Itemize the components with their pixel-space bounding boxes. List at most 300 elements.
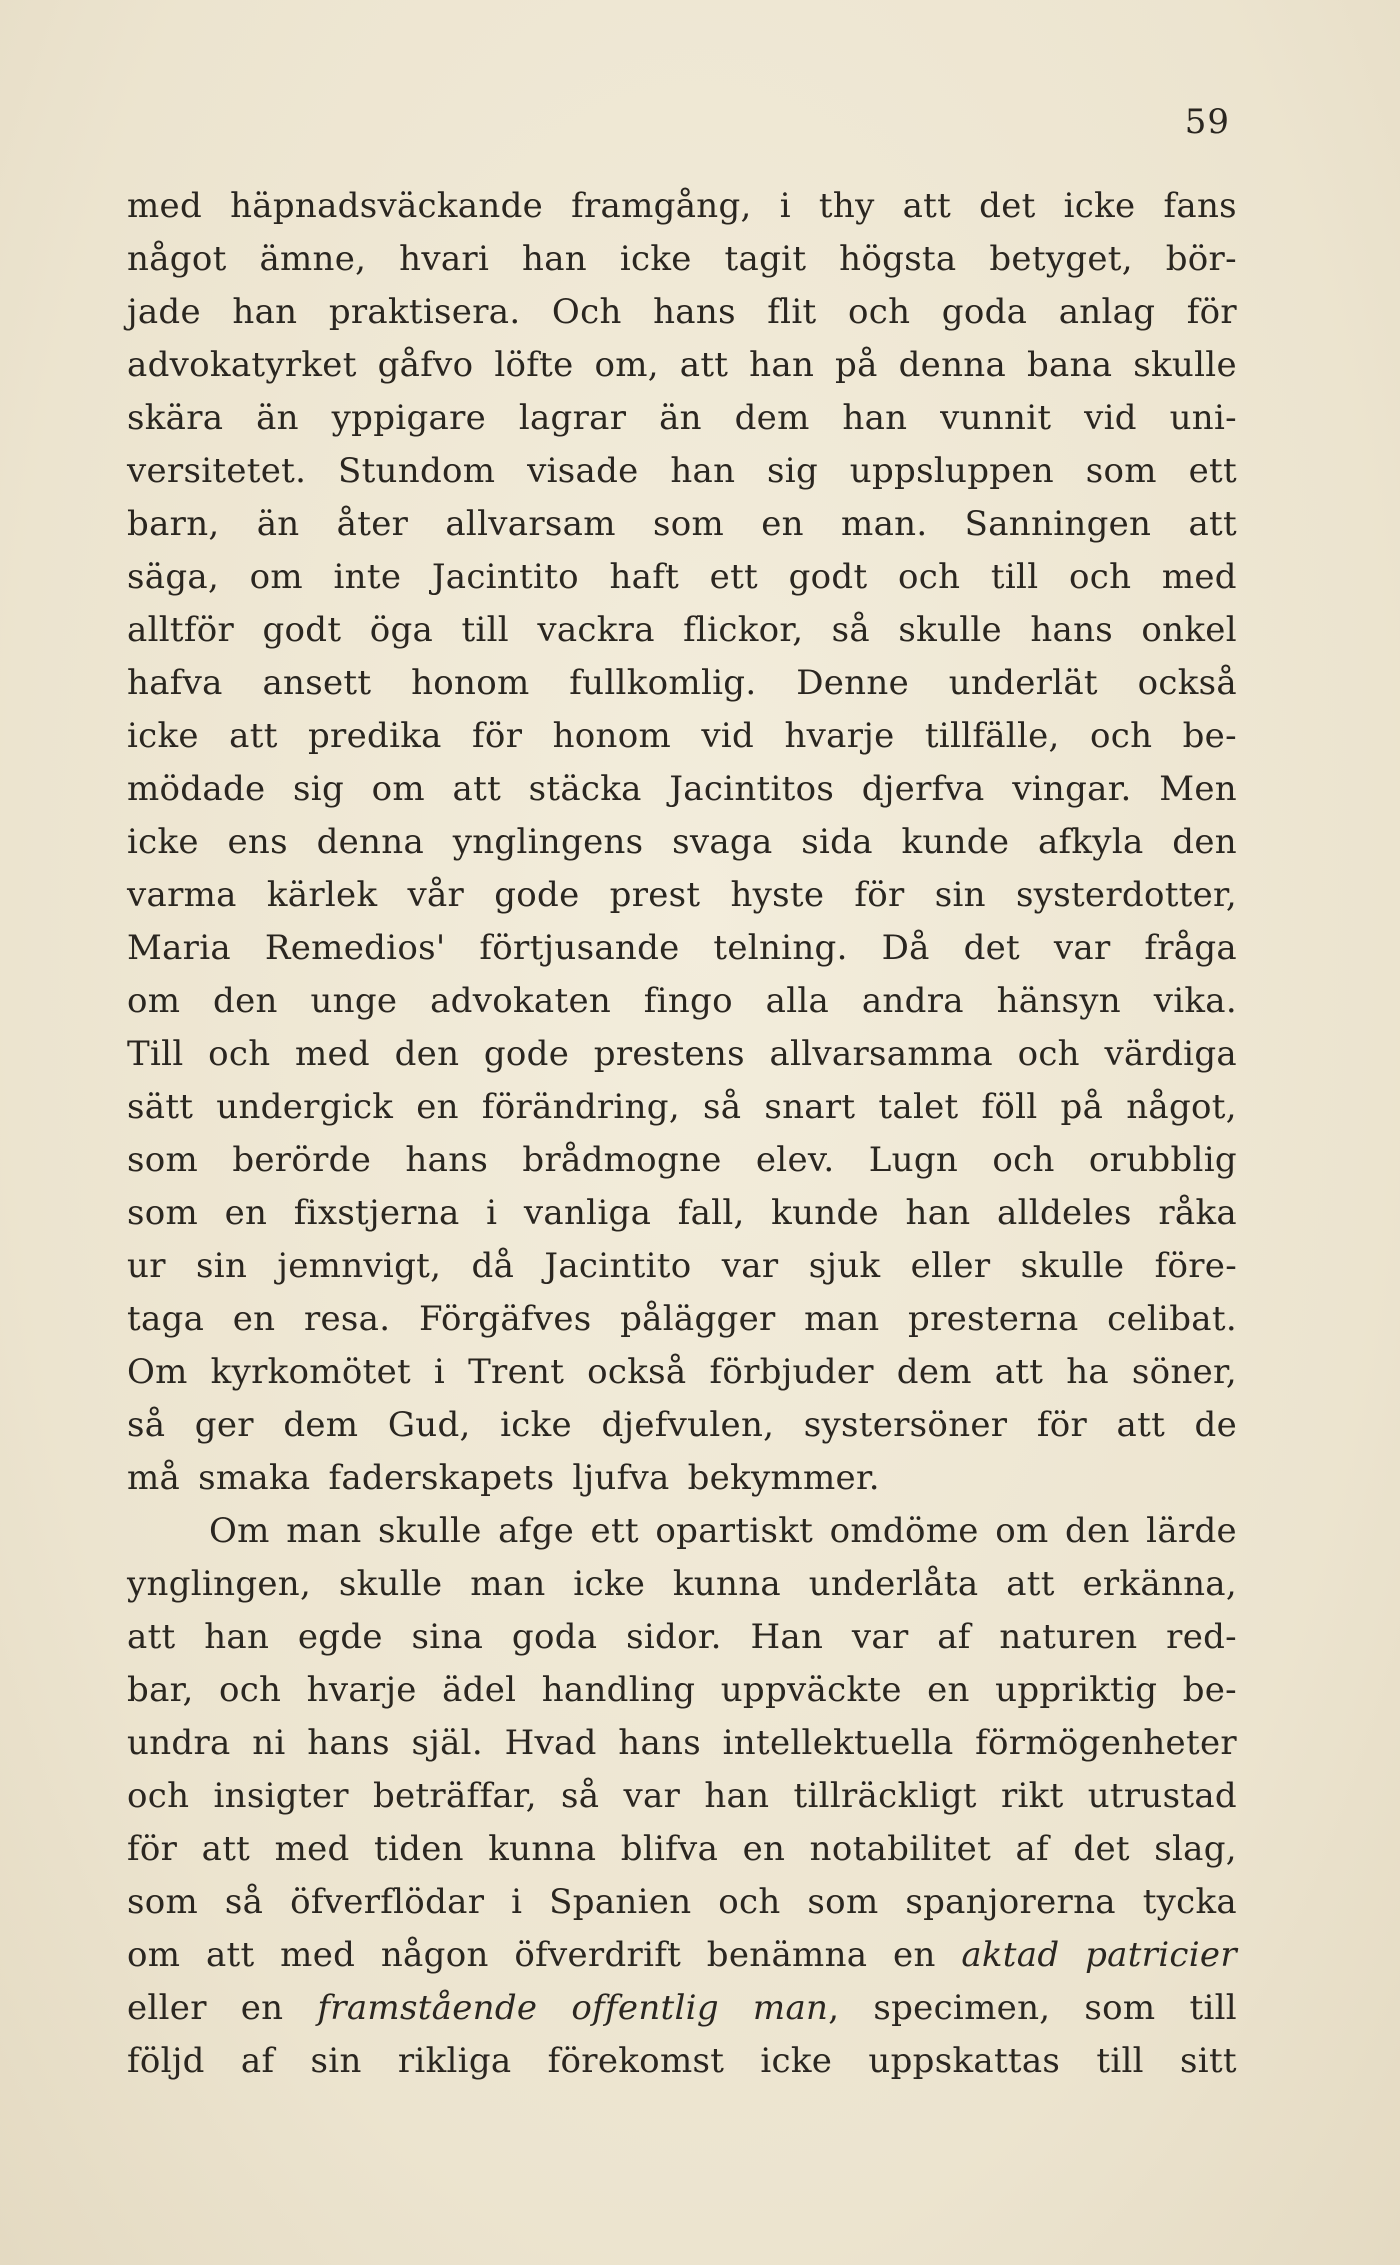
word: kunde xyxy=(771,1193,879,1233)
word: för xyxy=(1036,1405,1088,1445)
word: icke xyxy=(760,2041,833,2081)
word: ynglingen, xyxy=(127,1564,312,1604)
word: tagit xyxy=(724,239,807,279)
text-line xyxy=(127,604,1237,657)
word: sig xyxy=(293,769,345,809)
word: själ. xyxy=(411,1723,483,1763)
word: och xyxy=(718,1882,781,1922)
word: något xyxy=(127,239,227,279)
word: Lugn xyxy=(868,1140,959,1180)
word: skulle xyxy=(338,1564,443,1604)
word: ädel xyxy=(442,1670,517,1710)
word: en xyxy=(416,1087,459,1127)
word: att xyxy=(994,1352,1044,1392)
word: än xyxy=(256,398,299,438)
word: tillräckligt xyxy=(793,1776,977,1816)
word: han xyxy=(204,1617,270,1657)
word: så xyxy=(703,1087,742,1127)
word: så xyxy=(561,1776,600,1816)
word: i xyxy=(486,1193,498,1233)
word: något, xyxy=(1126,1087,1237,1127)
word: värdiga xyxy=(1104,1034,1237,1074)
word: ansett xyxy=(262,663,372,703)
word: prest xyxy=(609,875,701,915)
body-text xyxy=(127,180,1237,2088)
page-number: 59 xyxy=(1184,102,1230,142)
word: Om xyxy=(209,1511,270,1551)
word: var xyxy=(721,1246,779,1286)
word: så xyxy=(127,1405,166,1445)
word: man xyxy=(286,1511,362,1551)
word: än xyxy=(659,398,702,438)
word: bekymmer. xyxy=(687,1458,880,1498)
word: Stundom xyxy=(338,451,496,491)
word: Förgäfves xyxy=(418,1299,592,1339)
word: hans xyxy=(405,1140,489,1180)
word: före- xyxy=(1154,1246,1237,1286)
word: rikliga xyxy=(397,2041,512,2081)
word: Maria xyxy=(127,928,231,968)
word: man, xyxy=(752,1988,840,2028)
word: åter xyxy=(336,504,409,544)
word: hänsyn xyxy=(996,981,1121,1021)
text-line xyxy=(127,2035,1237,2088)
word: elev. xyxy=(755,1140,835,1180)
word: till xyxy=(1189,1988,1237,2028)
text-line xyxy=(127,1558,1237,1611)
word: goda xyxy=(941,292,1028,332)
word: af xyxy=(240,2041,275,2081)
word: fans xyxy=(1163,186,1237,226)
word: eller xyxy=(127,1988,207,2028)
word: fullkomlig. xyxy=(569,663,757,703)
word: sin xyxy=(934,875,986,915)
word: anlag xyxy=(1058,292,1156,332)
word: de xyxy=(1194,1405,1237,1445)
text-line xyxy=(127,233,1237,286)
text-line xyxy=(127,180,1237,233)
word: den xyxy=(213,981,278,1021)
word: att xyxy=(229,716,278,756)
word: Till xyxy=(127,1034,184,1074)
text-line xyxy=(127,551,1237,604)
word: med xyxy=(1161,557,1237,597)
word: och xyxy=(1089,716,1153,756)
text-line xyxy=(127,1399,1237,1452)
word: Hvad xyxy=(504,1723,597,1763)
word: och xyxy=(1068,557,1132,597)
word: den xyxy=(1064,1511,1130,1551)
word: förändring, xyxy=(481,1087,680,1127)
word: skulle xyxy=(898,610,1002,650)
word: honom xyxy=(411,663,530,703)
word: för xyxy=(854,875,905,915)
word: förbjuder xyxy=(709,1352,874,1392)
word: erkänna, xyxy=(1082,1564,1237,1604)
word: versitetet. xyxy=(127,451,307,491)
word: man xyxy=(804,1299,880,1339)
text-line xyxy=(127,1134,1237,1187)
word: sida xyxy=(801,822,873,862)
text-line xyxy=(127,498,1237,551)
word: i xyxy=(433,1352,446,1392)
word: allvarsam xyxy=(445,504,616,544)
word: för xyxy=(127,1829,178,1869)
word: dem xyxy=(896,1352,972,1392)
word: då xyxy=(471,1246,515,1286)
word: kunna xyxy=(672,1564,781,1604)
word: en xyxy=(742,1829,786,1869)
word: på xyxy=(835,345,878,385)
text-line xyxy=(127,1982,1237,2035)
word: det xyxy=(1073,1829,1130,1869)
word: stäcka xyxy=(528,769,642,809)
word: prestens xyxy=(593,1034,745,1074)
word: så xyxy=(224,1882,264,1922)
word: att xyxy=(127,1617,176,1657)
word: och xyxy=(208,1034,271,1074)
word: fall, xyxy=(677,1193,745,1233)
word: egde xyxy=(297,1617,383,1657)
word: till xyxy=(1096,2041,1144,2081)
word: någon xyxy=(380,1935,489,1975)
word: sin xyxy=(310,2041,362,2081)
word: dem xyxy=(283,1405,359,1445)
word: ljufva xyxy=(572,1458,670,1498)
word: andra xyxy=(861,981,964,1021)
word: man xyxy=(470,1564,546,1604)
word: allvarsamma xyxy=(769,1034,993,1074)
word: denna xyxy=(316,822,425,862)
word: specimen, xyxy=(873,1988,1051,2028)
word: af xyxy=(1015,1829,1049,1869)
word: en xyxy=(927,1670,970,1710)
word: uppriktig xyxy=(995,1670,1158,1710)
word: sitt xyxy=(1180,2041,1237,2081)
word: undergick xyxy=(216,1087,394,1127)
word: hvarje xyxy=(306,1670,417,1710)
word: betyget, xyxy=(989,239,1133,279)
text-line xyxy=(127,1081,1237,1134)
word: i xyxy=(511,1882,523,1922)
word: skulle xyxy=(1020,1246,1125,1286)
word: så xyxy=(831,610,870,650)
text-line xyxy=(127,1876,1237,1929)
word: sidor. xyxy=(626,1617,722,1657)
word: kärlek xyxy=(266,875,378,915)
word: benämna xyxy=(706,1935,868,1975)
word: sig xyxy=(767,451,819,491)
word: att xyxy=(902,186,952,226)
word: thy xyxy=(818,186,875,226)
word: kunde xyxy=(901,822,1010,862)
word: naturen xyxy=(999,1617,1138,1657)
word: eller xyxy=(910,1246,991,1286)
word: hyste xyxy=(730,875,825,915)
word: säga, xyxy=(127,557,220,597)
word: vunnit xyxy=(940,398,1052,438)
word: vackra xyxy=(537,610,655,650)
text-line xyxy=(127,392,1237,445)
word: red- xyxy=(1166,1617,1237,1657)
word: följd xyxy=(127,2041,205,2081)
word: blifva xyxy=(620,1829,719,1869)
text-line xyxy=(127,922,1237,975)
word: att xyxy=(1116,1405,1166,1445)
word: alltför xyxy=(127,610,235,650)
word: insigter xyxy=(213,1776,349,1816)
word: bör- xyxy=(1165,239,1237,279)
word: godt xyxy=(788,557,868,597)
word: alldeles xyxy=(997,1193,1132,1233)
word: varma xyxy=(127,875,237,915)
word: högsta xyxy=(839,239,957,279)
word: den xyxy=(1172,822,1237,862)
text-line xyxy=(127,286,1237,339)
word: tycka xyxy=(1142,1882,1237,1922)
word: en xyxy=(893,1935,936,1975)
text-line xyxy=(127,1611,1237,1664)
word: Denne xyxy=(796,663,909,703)
word: flickor, xyxy=(683,610,804,650)
word: ett xyxy=(1188,451,1237,491)
word: var xyxy=(1053,928,1111,968)
word: man. xyxy=(841,504,928,544)
word: ger xyxy=(194,1405,254,1445)
word: visade xyxy=(527,451,639,491)
word: uppväckte xyxy=(720,1670,902,1710)
word: jade xyxy=(127,292,201,332)
word: handling xyxy=(541,1670,696,1710)
word: löfte xyxy=(494,345,574,385)
word: utrustad xyxy=(1087,1776,1237,1816)
word: på xyxy=(1060,1087,1104,1127)
word: beträffar, xyxy=(372,1776,537,1816)
word: resa. xyxy=(303,1299,391,1339)
word: Han xyxy=(750,1617,824,1657)
word: om xyxy=(371,769,425,809)
word: att xyxy=(679,345,729,385)
word: att xyxy=(1006,1564,1055,1604)
word: och xyxy=(127,1776,190,1816)
word: honom xyxy=(552,716,672,756)
word: hvarje xyxy=(784,716,895,756)
word: icke xyxy=(127,716,199,756)
word: lärde xyxy=(1146,1511,1237,1551)
word: tillfälle, xyxy=(924,716,1060,756)
word: fixstjerna xyxy=(293,1193,460,1233)
word: gode xyxy=(494,875,580,915)
word: kunna xyxy=(488,1829,597,1869)
word: också xyxy=(587,1352,687,1392)
word: om xyxy=(127,1935,181,1975)
word: att xyxy=(201,1829,251,1869)
word: än xyxy=(256,504,300,544)
word: han xyxy=(232,292,298,332)
word: dem xyxy=(734,398,810,438)
word: också xyxy=(1137,663,1237,703)
word: barn, xyxy=(127,504,220,544)
word: advokaten xyxy=(430,981,612,1021)
word: afge xyxy=(498,1511,575,1551)
text-line xyxy=(127,445,1237,498)
word: häpnadsväckande xyxy=(230,186,544,226)
word: tiden xyxy=(374,1829,464,1869)
word: skulle xyxy=(1133,345,1237,385)
word: föll xyxy=(981,1087,1038,1127)
word: Remedios' xyxy=(264,928,446,968)
word: jemnvigt, xyxy=(277,1246,442,1286)
word: sätt xyxy=(127,1087,194,1127)
word: kyrkomötet xyxy=(210,1352,411,1392)
word: han xyxy=(704,1776,770,1816)
word: om xyxy=(249,557,303,597)
word: djefvulen, xyxy=(601,1405,775,1445)
word: Sanningen xyxy=(964,504,1152,544)
word: underlät xyxy=(948,663,1098,703)
word: till xyxy=(990,557,1039,597)
word: faderskapets xyxy=(328,1458,555,1498)
word: icke xyxy=(500,1405,572,1445)
word: denna xyxy=(898,345,1007,385)
text-line xyxy=(127,1452,1237,1505)
word: som xyxy=(127,1193,199,1233)
word: intellektuella xyxy=(722,1723,954,1763)
word: hafva xyxy=(127,663,223,703)
word: pålägger xyxy=(620,1299,776,1339)
word: flit xyxy=(767,292,817,332)
word: den xyxy=(394,1034,460,1074)
word: be- xyxy=(1182,1670,1237,1710)
text-line xyxy=(127,1664,1237,1717)
text-line xyxy=(127,1346,1237,1399)
text-line xyxy=(127,1293,1237,1346)
word: yppigare xyxy=(331,398,487,438)
word: om, xyxy=(594,345,659,385)
word: af xyxy=(937,1617,971,1657)
text-line xyxy=(127,869,1237,922)
word: och xyxy=(898,557,961,597)
word: ur xyxy=(127,1246,166,1286)
word: öfverdrift xyxy=(514,1935,682,1975)
word: och xyxy=(847,292,911,332)
text-line xyxy=(127,657,1237,710)
word: telning. xyxy=(713,928,848,968)
word: brådmogne xyxy=(522,1140,722,1180)
word: gode xyxy=(483,1034,570,1074)
word: advokatyrket xyxy=(127,345,357,385)
word: uni- xyxy=(1169,398,1237,438)
word: Då xyxy=(881,928,930,968)
word: han xyxy=(749,345,815,385)
word: mödade xyxy=(127,769,266,809)
word: celibat. xyxy=(1107,1299,1237,1339)
word: Jacintito xyxy=(544,1246,692,1286)
text-line xyxy=(127,975,1237,1028)
word: skulle xyxy=(378,1511,482,1551)
text-line xyxy=(127,339,1237,392)
word: spanjorerna xyxy=(905,1882,1116,1922)
word: för xyxy=(1186,292,1237,332)
word: slag, xyxy=(1154,1829,1237,1869)
word: han xyxy=(842,398,908,438)
word: en xyxy=(761,504,804,544)
word: taga xyxy=(127,1299,205,1339)
word: han xyxy=(905,1193,971,1233)
word: var xyxy=(623,1776,681,1816)
word: djerfva xyxy=(861,769,985,809)
text-line xyxy=(127,1028,1237,1081)
word: Och xyxy=(551,292,622,332)
word: söner, xyxy=(1131,1352,1237,1392)
word: om xyxy=(127,981,181,1021)
word: det xyxy=(979,186,1036,226)
word: som xyxy=(1084,1988,1156,2028)
word: att xyxy=(452,769,502,809)
word: hans xyxy=(653,292,736,332)
word: svaga xyxy=(672,822,773,862)
text-line xyxy=(127,1770,1237,1823)
word: till xyxy=(461,610,509,650)
word: råka xyxy=(1158,1193,1237,1233)
word: smaka xyxy=(198,1458,311,1498)
word: Om xyxy=(127,1352,188,1392)
word: förtjusande xyxy=(479,928,680,968)
word: öga xyxy=(369,610,434,650)
word: be- xyxy=(1182,716,1237,756)
word: predika xyxy=(307,716,442,756)
word: lagrar xyxy=(518,398,627,438)
word: Spanien xyxy=(549,1882,692,1922)
word: inte xyxy=(333,557,402,597)
word: presterna xyxy=(908,1299,1079,1339)
word: hvari xyxy=(399,239,490,279)
word: om xyxy=(995,1511,1049,1551)
word: han xyxy=(522,239,587,279)
text-line xyxy=(127,763,1237,816)
word: vår xyxy=(407,875,465,915)
word: må xyxy=(127,1458,181,1498)
word: offentlig xyxy=(571,1988,719,2028)
word: som xyxy=(127,1882,199,1922)
text-line xyxy=(127,1187,1237,1240)
word: notabilitet xyxy=(809,1829,992,1869)
word: icke xyxy=(619,239,692,279)
word: och xyxy=(218,1670,282,1710)
word: ett xyxy=(590,1511,639,1551)
word: systerdotter, xyxy=(1015,875,1237,915)
text-line xyxy=(127,710,1237,763)
text-line xyxy=(127,816,1237,869)
word: som xyxy=(652,504,725,544)
word: uppskattas xyxy=(868,2041,1061,2081)
word: för xyxy=(472,716,523,756)
word: hans xyxy=(618,1723,701,1763)
word: aktad xyxy=(961,1935,1060,1975)
word: afkyla xyxy=(1037,822,1144,862)
word: ha xyxy=(1066,1352,1109,1392)
text-line xyxy=(127,1823,1237,1876)
word: att xyxy=(205,1935,255,1975)
word: framstående xyxy=(317,1988,538,2028)
word: rikt xyxy=(1000,1776,1064,1816)
word: fråga xyxy=(1144,928,1237,968)
word: snart xyxy=(764,1087,856,1127)
word: undra xyxy=(127,1723,231,1763)
word: ämne, xyxy=(259,239,367,279)
word: uppsluppen xyxy=(849,451,1054,491)
text-line xyxy=(127,1717,1237,1770)
